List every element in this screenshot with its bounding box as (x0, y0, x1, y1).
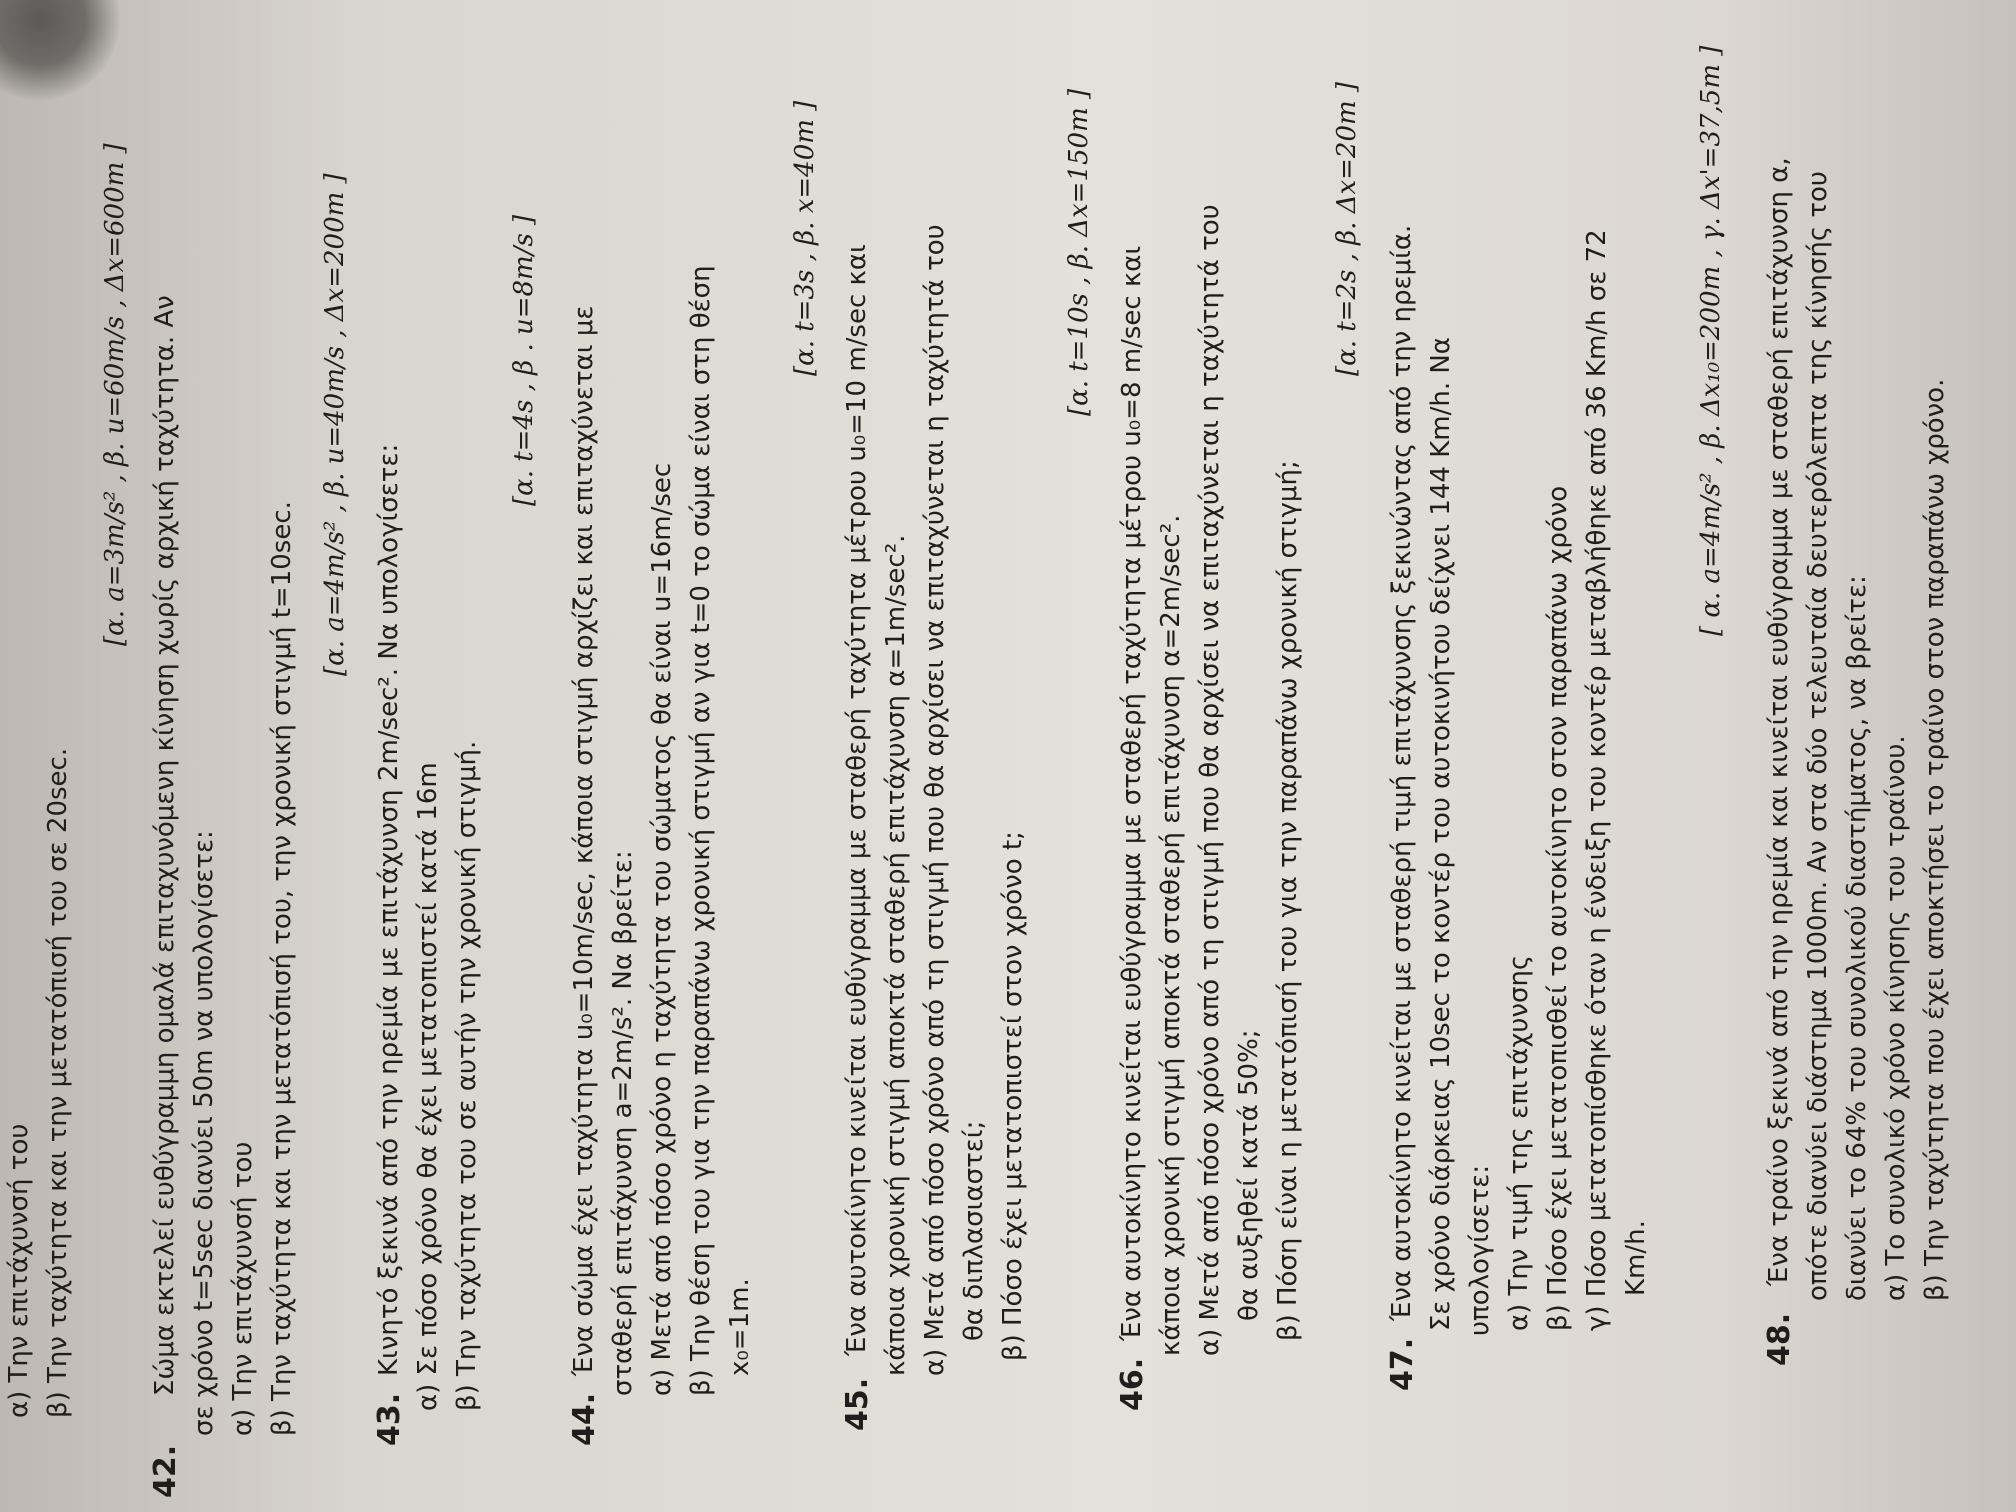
p45-line-2: κάποια χρονική στιγμή αποκτά σταθερή επιτάχυνση α=1m/sec². (881, 534, 911, 1376)
p42-part-a: α) Την επιτάχυνσή του (228, 1141, 258, 1436)
p48-line-1: Ένα τραίνο ξεκινά από την ηρεμία και κινείται ευθύγραμμα με σταθερή επιτάχυνση α, (1764, 157, 1794, 1286)
p48-part-b: β) Την ταχύτητα που έχει αποκτήσει το τραίνο στον παραπάνω χρόνο. (1920, 378, 1950, 1301)
p41-answer: [α. a=3m/s² , β. u=60m/s , Δx=600m ] (100, 143, 130, 646)
p45-part-a-1: α) Μετά από πόσο χρόνο από τη στιγμή που θα αρχίσει να επιταχύνεται η ταχύτητά του (920, 224, 950, 1376)
p47-answer: [ α. a=4m/s² , β. Δx₁₀=200m , γ. Δx'=37,5m ] (1696, 45, 1726, 636)
p44-part-b-2: x₀=1m. (725, 1278, 755, 1376)
p42-number: 42. (148, 1444, 183, 1498)
p42-answer: [α. a=4m/s² , β. u=40m/s , Δx=200m ] (320, 173, 350, 676)
p47-number: 47. (1385, 1337, 1420, 1391)
p44-line-2: σταθερή επιτάχυνση a=2m/s². Να βρείτε: (608, 850, 638, 1396)
p48-number: 48. (1762, 1312, 1797, 1366)
p47-line-1: Ένα αυτοκίνητο κινείται με σταθερή τιμή επιτάχυνσης ξεκινώντας από την ηρεμία. (1387, 224, 1417, 1321)
p46-line-2: κάποια χρονική στιγμή αποκτά σταθερή επιτάχυνση α=2m/sec². (1156, 514, 1186, 1356)
p48-part-a: α) Το συνολικό χρόνο κίνησης του τραίνου. (1881, 735, 1911, 1301)
p44-number: 44. (567, 1392, 602, 1446)
p45-number: 45. (840, 1377, 875, 1431)
p43-part-b: β) Την ταχύτητα του σε αυτήν την χρονική στιγμή. (452, 740, 482, 1411)
p43-line-1: Κινητό ξεκινά από την ηρεμία με επιτάχυνση 2m/sec². Να υπολογίσετε: (374, 443, 404, 1376)
p45-answer: [α. t=10s , β. Δx=150m ] (1064, 88, 1094, 416)
p46-part-a-2: θα αυξηθεί κατά 50%; (1234, 1029, 1264, 1321)
p41-part-b: β) Την ταχύτητα και την μετατόπισή του σε 20sec. (43, 747, 73, 1418)
p44-part-a: α) Μετά από πόσο χρόνο η ταχύτητα του σώματος θα είναι u=16m/sec (647, 462, 677, 1396)
p44-part-b-1: β) Την θέση του για την παραπάνω χρονική στιγμή αν για t=0 το σώμα είναι στη θέση (686, 265, 716, 1396)
p44-line-1: Ένα σώμα έχει ταχύτητα u₀=10m/sec, κάποια στιγμή αρχίζει και επιταχύνεται με (569, 305, 599, 1376)
p47-part-a: α) Την τιμή της επιτάχυνσης (1504, 954, 1534, 1331)
p43-part-a: α) Σε πόσο χρόνο θα έχει μετατοπιστεί κατά 16m (413, 762, 443, 1411)
p44-answer: [α. t=3s , β. x=40m ] (790, 100, 820, 376)
p45-part-b: β) Πόσο έχει μετατοπιστεί στον χρόνο t; (998, 831, 1028, 1361)
p43-number: 43. (372, 1392, 407, 1446)
p47-part-c-1: γ) Πόσο μετατοπίσθηκε όταν η ένδειξη του κοντέρ μεταβλήθηκε από 36 Km/h σε 72 (1582, 229, 1612, 1331)
p47-part-b: β) Πόσο έχει μετατοπισθεί το αυτοκίνητο στον παραπάνω χρόνο (1543, 485, 1573, 1331)
p42-line-2: σε χρόνο t=5sec διανύει 50m να υπολογίσετε: (189, 830, 219, 1436)
p48-line-2: οπότε διανύει διάστημα 1000m. Αν στα δύο τελευταία δευτερόλεπτα της κίνησής του (1803, 171, 1833, 1301)
p43-answer: [α. t=4s , β . u=8m/s ] (509, 214, 539, 506)
p42-part-b: β) Την ταχύτητα και την μετατόπισή του, την χρονική στιγμή t=10sec. (267, 501, 297, 1436)
p47-line-2: Σε χρόνο διάρκειας 10sec το κοντέρ του αυτοκινήτου δείχνει 144 Km/h. Να (1426, 337, 1456, 1331)
p46-part-b: β) Πόση είναι η μετατόπισή του για την παραπάνω χρονική στιγμή; (1273, 460, 1303, 1341)
p46-number: 46. (1115, 1357, 1150, 1411)
p48-line-3: διανύει το 64% του συνολικού διαστήματος, να βρείτε: (1842, 575, 1872, 1301)
p42-line-1: Σώμα εκτελεί ευθύγραμμη ομαλά επιταχυνόμενη κίνηση χωρίς αρχική ταχύτητα. Αν (150, 295, 180, 1396)
p45-line-1: Ένα αυτοκίνητο κινείται ευθύγραμμα με σταθερή ταχύτητα μέτρου u₀=10 m/sec και (842, 244, 872, 1356)
p46-answer: [α. t=2s , β. Δx=20m ] (1332, 81, 1362, 376)
p47-part-c-2: Km/h. (1621, 1220, 1651, 1296)
p41-part-a: α) Την επιτάχυνσή του (4, 1123, 34, 1418)
p46-line-1: Ένα αυτοκίνητο κινείται ευθύγραμμα με σταθερή ταχύτητα μέτρου u₀=8 m/sec και (1117, 245, 1147, 1341)
p46-part-a-1: α) Μετά από πόσο χρόνο από τη στιγμή που θα αρχίσει να επιταχύνεται η ταχύτητά του (1195, 204, 1225, 1356)
p47-line-3: υπολογίσετε: (1465, 1164, 1495, 1336)
worksheet-page (0, 6, 2000, 1506)
p45-part-a-2: θα διπλασιαστεί; (959, 1120, 989, 1341)
